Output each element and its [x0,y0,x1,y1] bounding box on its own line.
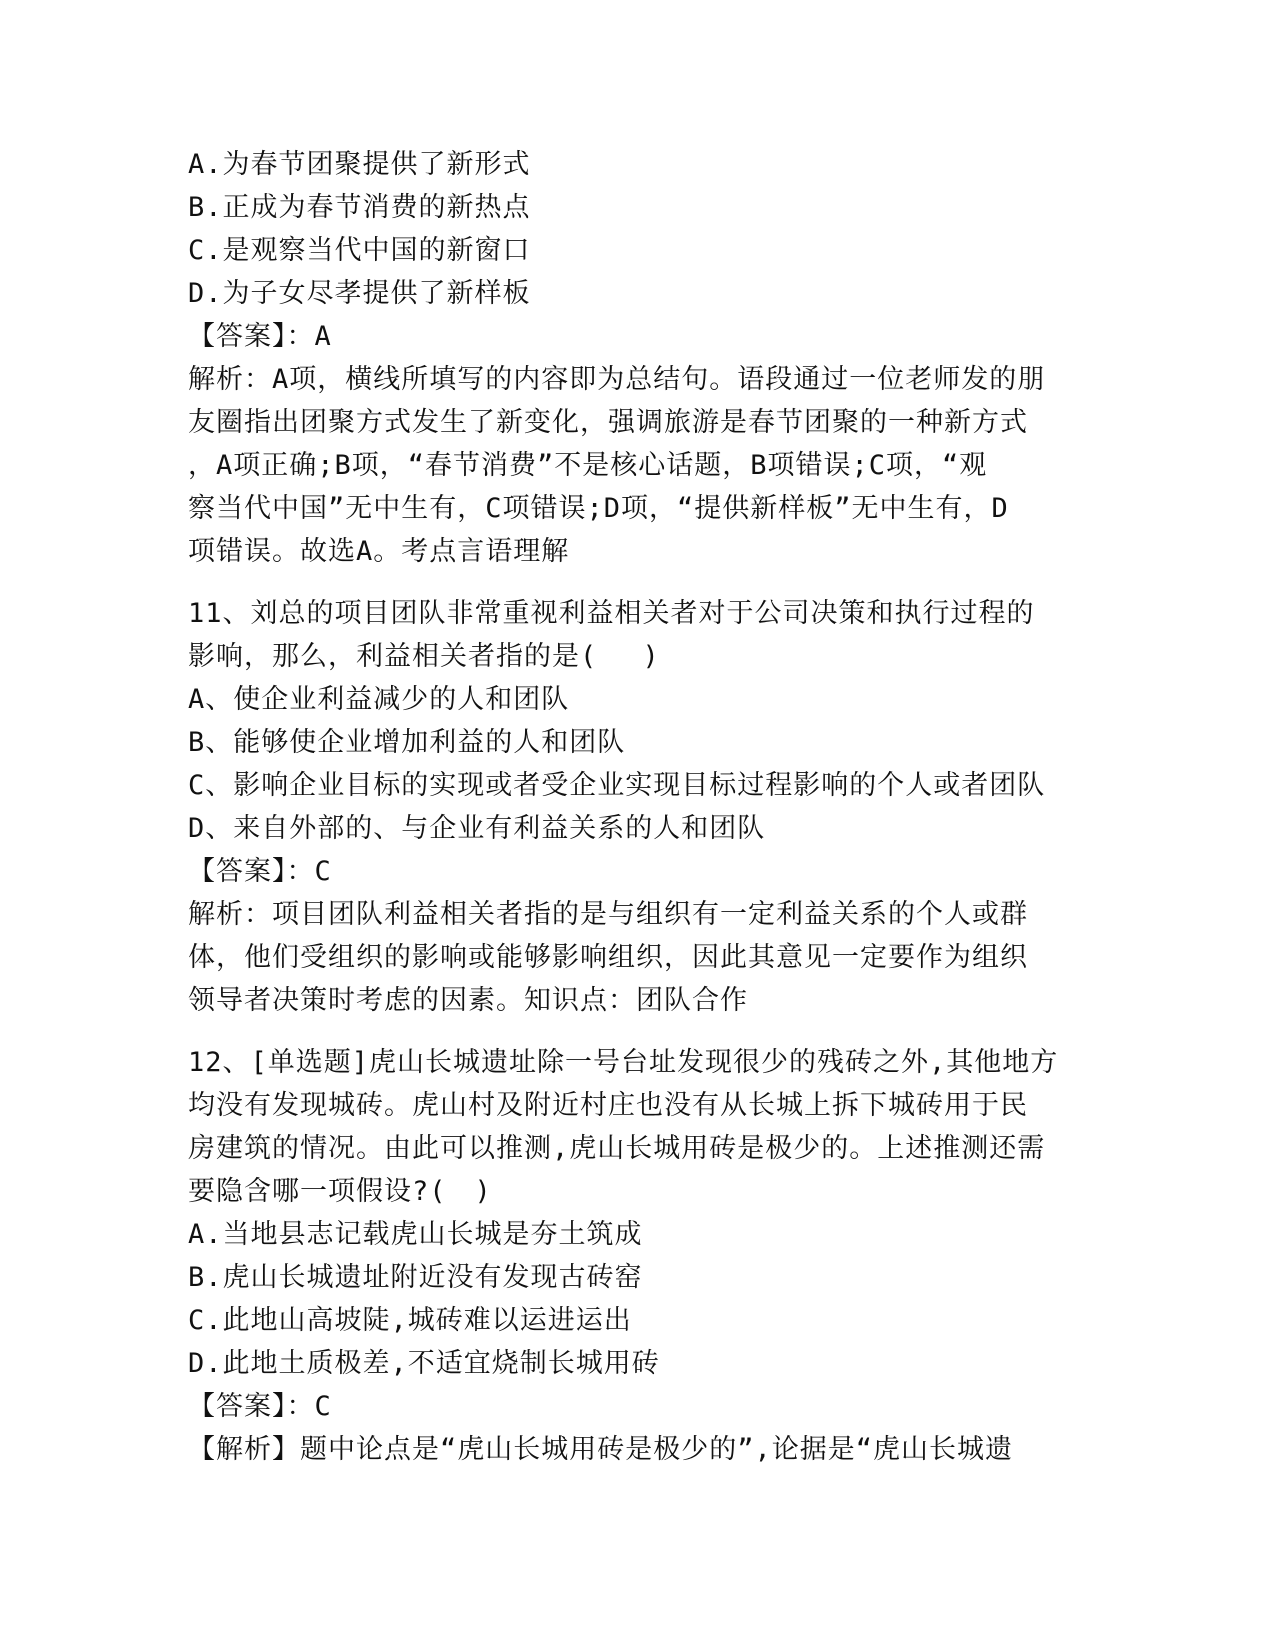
question-text-line: 12、[单选题]虎山长城遗址除一号台址发现很少的残砖之外,其他地方 [188,1047,1059,1078]
analysis-line: 领导者决策时考虑的因素。知识点：团队合作 [188,985,748,1016]
analysis-line: 解析：项目团队利益相关者指的是与组织有一定利益关系的个人或群 [188,899,1028,930]
analysis-line: 项错误。故选A。考点言语理解 [188,536,570,567]
question-text-line: 房建筑的情况。由此可以推测,虎山长城用砖是极少的。上述推测还需 [188,1133,1046,1164]
document-page [188,143,1088,1471]
analysis-line: 体，他们受组织的影响或能够影响组织，因此其意见一定要作为组织 [188,942,1028,973]
question-10-tail [188,143,1088,573]
option-c: C.是观察当代中国的新窗口 [188,235,531,266]
option-d: D.为子女尽孝提供了新样板 [188,278,531,309]
question-12 [188,1041,1088,1471]
answer-line: 【答案】：A [188,321,332,352]
question-text-line: 均没有发现城砖。虎山村及附近村庄也没有从长城上拆下城砖用于民 [188,1090,1028,1121]
option-c: C、影响企业目标的实现或者受企业实现目标过程影响的个人或者团队 [188,770,1046,801]
option-a: A.为春节团聚提供了新形式 [188,149,531,180]
answer-line: 【答案】：C [188,856,332,887]
analysis-line: ，A项正确;B项，“春节消费”不是核心话题，B项错误;C项，“观 [188,450,988,481]
analysis-line: 友圈指出团聚方式发生了新变化，强调旅游是春节团聚的一种新方式 [188,407,1028,438]
option-d: D、来自外部的、与企业有利益关系的人和团队 [188,813,766,844]
question-11 [188,592,1088,1022]
option-b: B、能够使企业增加利益的人和团队 [188,727,626,758]
analysis-line: 解析：A项，横线所填写的内容即为总结句。语段通过一位老师发的朋 [188,364,1046,395]
answer-line: 【答案】：C [188,1391,332,1422]
option-b: B.虎山长城遗址附近没有发现古砖窑 [188,1262,643,1293]
option-c: C.此地山高坡陡,城砖难以运进运出 [188,1305,632,1336]
question-text-line: 11、刘总的项目团队非常重视利益相关者对于公司决策和执行过程的 [188,598,1035,629]
analysis-line: 【解析】题中论点是“虎山长城用砖是极少的”,论据是“虎山长城遗 [188,1434,1014,1465]
question-text-line: 要隐含哪一项假设?( ) [188,1176,492,1207]
question-text-line: 影响，那么，利益相关者指的是( ) [188,641,660,672]
option-a: A.当地县志记载虎山长城是夯土筑成 [188,1219,643,1250]
option-d: D.此地土质极差,不适宜烧制长城用砖 [188,1348,660,1379]
option-a: A、使企业利益减少的人和团队 [188,684,570,715]
option-b: B.正成为春节消费的新热点 [188,192,531,223]
analysis-line: 察当代中国”无中生有，C项错误;D项，“提供新样板”无中生有，D [188,493,1009,524]
